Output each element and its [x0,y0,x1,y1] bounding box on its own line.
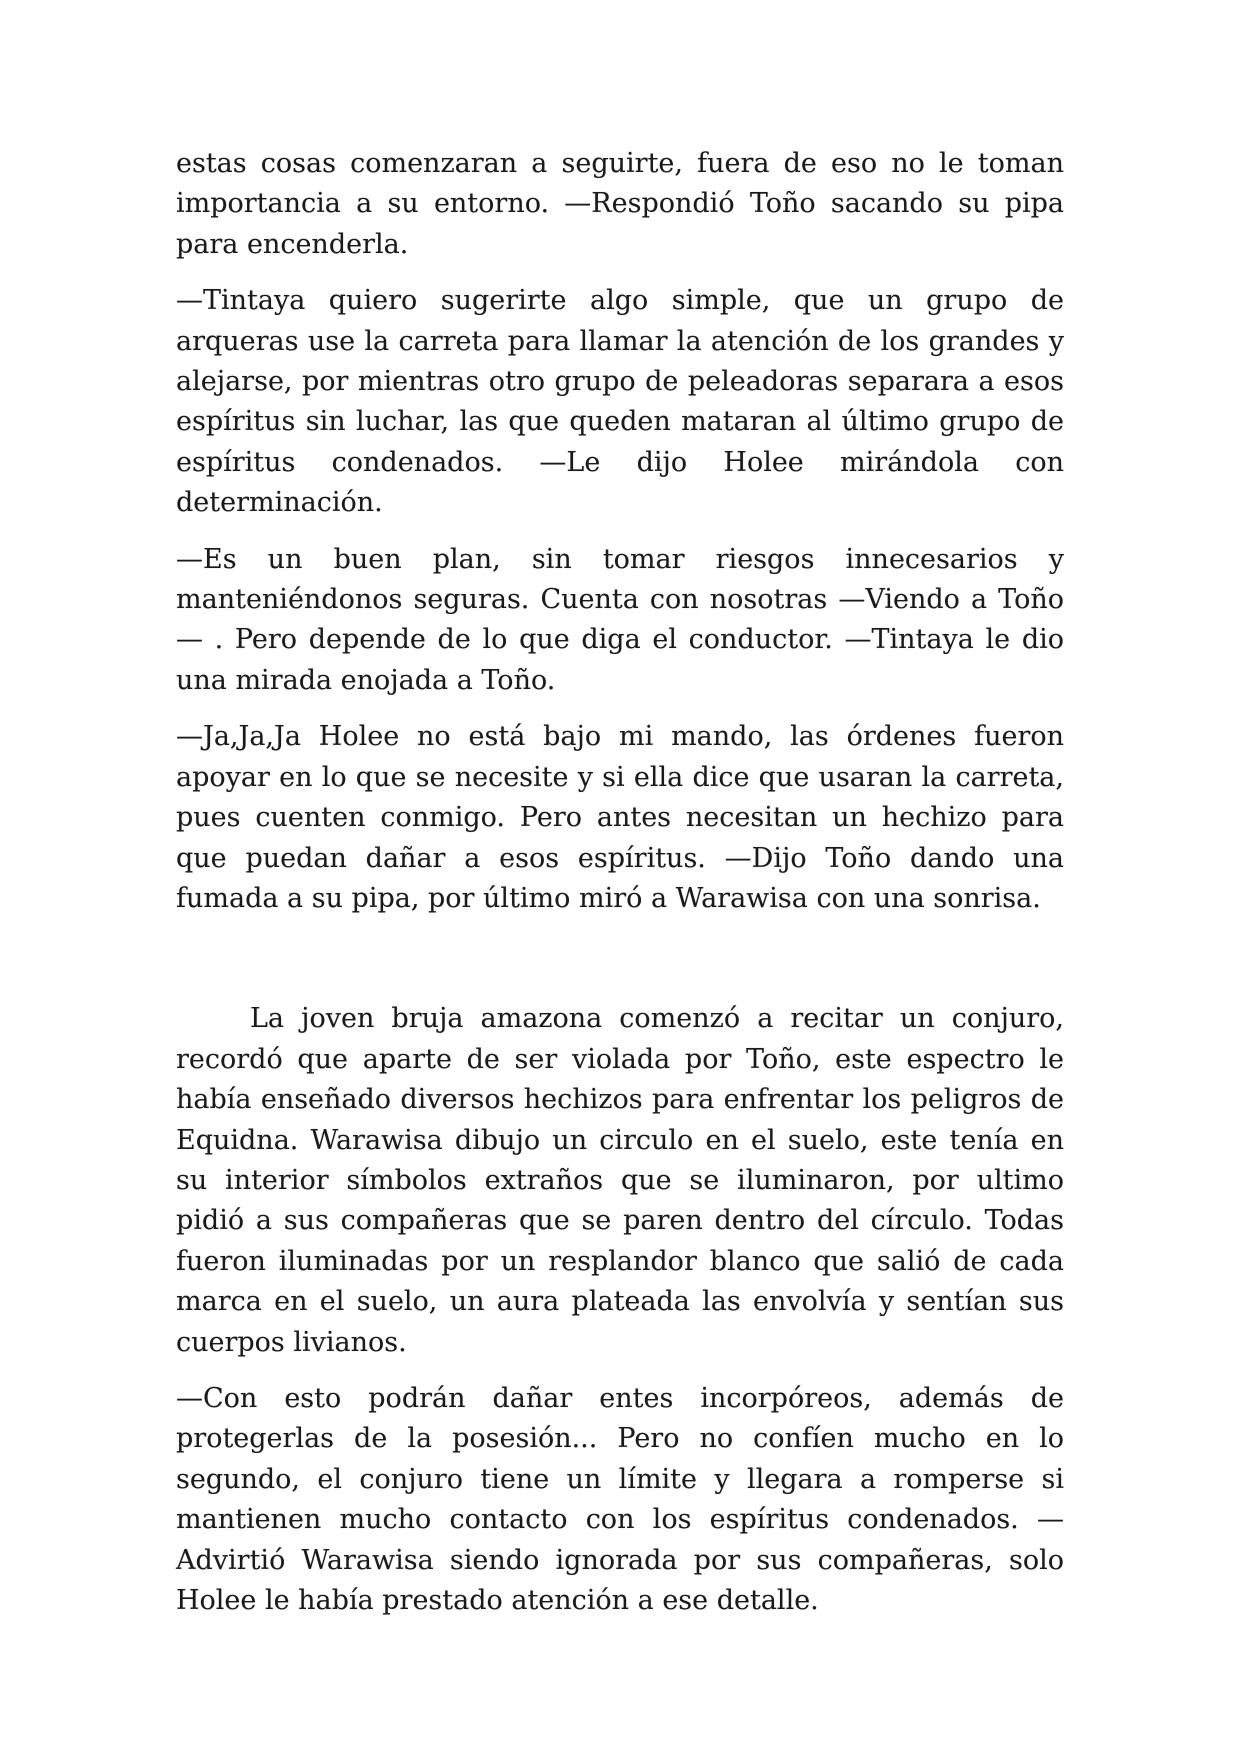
paragraph-4: —Ja,Ja,Ja Holee no está bajo mi mando, las órdenes fueron apoyar en lo que se necesite y si ella dice que usaran la carreta, pues cuenten conmigo. Pero antes necesitan un hechizo para que puedan dañar a esos espíritus. —Dijo Toño dando una fumada a su pipa, por último miró a Warawisa con una sonrisa. [176,721,1064,914]
paragraph-2: —Tintaya quiero sugerirte algo simple, que un grupo de arqueras use la carreta para llamar la atención de los grandes y alejarse, por mientras otro grupo de peleadoras separara a esos espíritus sin luchar, las que queden mataran al último grupo de espíritus condenados. —Le dijo Holee mirándola con determinación. [176,285,1064,519]
document-page [176,144,1064,1637]
paragraph-5: La joven bruja amazona comenzó a recitar un conjuro, recordó que aparte de ser violada por Toño, este espectro le había enseñado diversos hechizos para enfrentar los peligros de Equidna. Warawisa dibujo un circulo en el suelo, este tenía en su interior símbolos extraños que se iluminaron, por ultimo pidió a sus compañeras que se paren dentro del círculo. Todas fueron iluminadas por un resplandor blanco que salió de cada marca en el suelo, un aura plateada las envolvía y sentían sus cuerpos livianos. [176,1003,1064,1358]
paragraph-3: —Es un buen plan, sin tomar riesgos innecesarios y manteniéndonos seguras. Cuenta con nosotras —Viendo a Toño— . Pero depende de lo que diga el conductor. —Tintaya le dio una mirada enojada a Toño. [176,543,1064,696]
paragraph-6: —Con esto podrán dañar entes incorpóreos, además de protegerlas de la posesión... Pero no confíen mucho en lo segundo, el conjuro tiene un límite y llegara a romperse si mantienen mucho contacto con los espíritus condenados. —Advirtió Warawisa siendo ignorada por sus compañeras, solo Holee le había prestado atención a ese detalle. [176,1382,1064,1616]
section-break [176,935,1064,999]
paragraph-1: estas cosas comenzaran a seguirte, fuera de eso no le toman importancia a su entorno. —Respondió Toño sacando su pipa para encenderla. [176,148,1064,260]
